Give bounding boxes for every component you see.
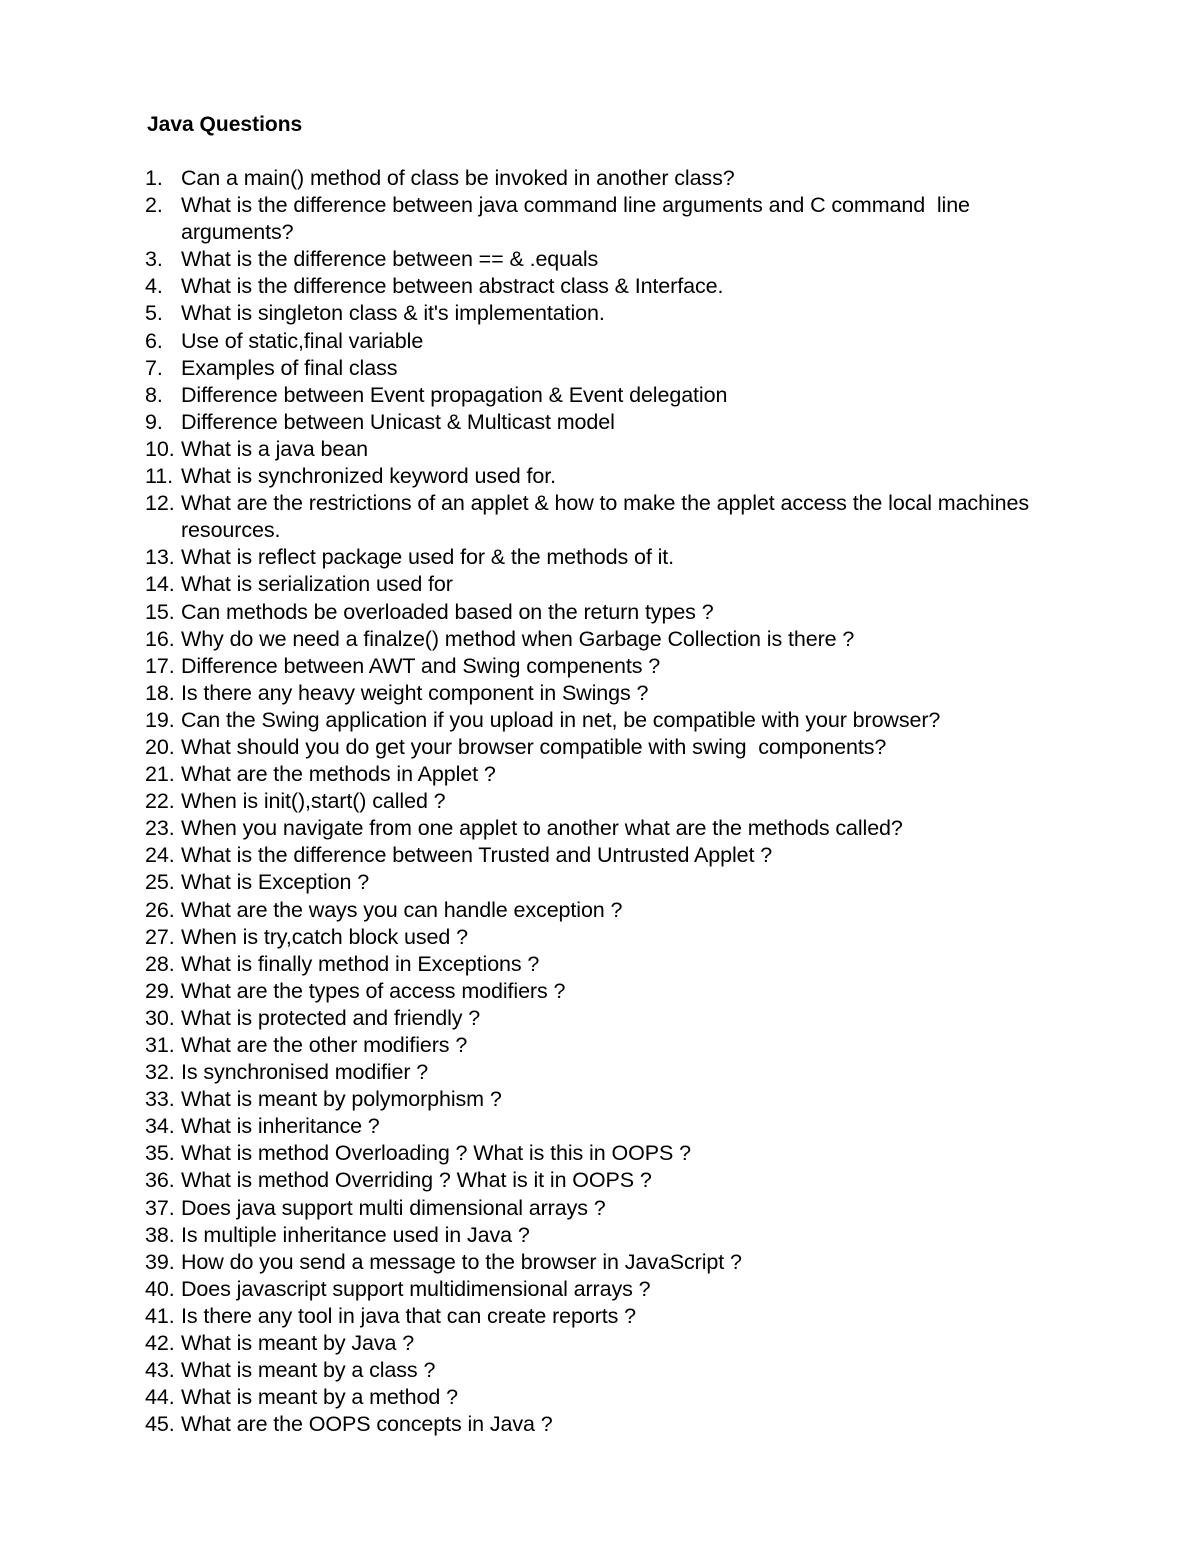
question-number: 43.	[145, 1358, 175, 1383]
question-text: What is inheritance ?	[181, 1114, 380, 1139]
document-title: Java Questions	[147, 113, 303, 136]
question-item	[145, 626, 1085, 653]
question-number: 35.	[145, 1141, 175, 1166]
question-text: What is synchronized keyword used for.	[181, 464, 557, 489]
question-item	[145, 897, 1085, 924]
question-number: 25.	[145, 870, 175, 895]
question-number: 22.	[145, 789, 175, 814]
question-number: 41.	[145, 1303, 175, 1328]
question-item	[145, 1195, 1085, 1222]
question-item	[145, 842, 1085, 869]
question-text: What is meant by a method ?	[181, 1385, 458, 1410]
question-text: What is a java bean	[181, 436, 368, 461]
question-number: 45.	[145, 1412, 175, 1437]
question-number: 37.	[145, 1195, 175, 1220]
question-number: 23.	[145, 816, 175, 841]
question-item	[145, 382, 1085, 409]
question-number: 40.	[145, 1276, 175, 1301]
question-number: 39.	[145, 1249, 175, 1274]
question-item	[145, 1411, 1085, 1438]
question-list	[145, 165, 1085, 1438]
question-item	[145, 328, 1085, 355]
question-number: 33.	[145, 1087, 175, 1112]
question-number: 11.	[145, 464, 173, 489]
question-text: What are the other modifiers ?	[181, 1033, 468, 1057]
question-number: 19.	[145, 707, 175, 732]
question-text: What are the types of access modifiers ?	[181, 978, 566, 1003]
question-item	[145, 571, 1085, 598]
question-number: 18.	[145, 680, 175, 705]
question-item	[145, 1167, 1085, 1194]
question-text: Use of static,final variable	[181, 328, 424, 353]
question-number: 44.	[145, 1385, 175, 1410]
question-item	[145, 1113, 1085, 1140]
question-item	[145, 544, 1085, 571]
question-text: What is protected and friendly ?	[181, 1005, 481, 1030]
question-text: What is finally method in Exceptions ?	[181, 951, 540, 976]
question-text: What is meant by Java ?	[181, 1331, 415, 1356]
question-text: How do you send a message to the browser in JavaScript ?	[181, 1249, 742, 1274]
question-number: 8.	[145, 382, 163, 407]
question-number: 3.	[145, 247, 163, 272]
question-text: Examples of final class	[181, 355, 398, 380]
question-text: When is init(),start() called ?	[181, 789, 446, 814]
question-item	[145, 1249, 1085, 1276]
question-number: 10.	[145, 436, 175, 461]
question-item	[145, 1276, 1085, 1303]
question-text: What is reflect package used for & the methods of it.	[181, 545, 675, 570]
question-number: 14.	[145, 572, 175, 597]
question-number: 6.	[145, 328, 163, 353]
question-number: 16.	[145, 626, 175, 651]
question-item	[145, 599, 1085, 626]
question-text: Does java support multi dimensional arrays ?	[181, 1195, 606, 1220]
question-item	[145, 951, 1085, 978]
question-text: What is the difference between Trusted and Untrusted Applet ?	[181, 843, 773, 868]
question-number: 15.	[145, 599, 175, 624]
question-text: What should you do get your browser compatible with swing components?	[181, 734, 887, 759]
question-item	[145, 1384, 1085, 1411]
question-item	[145, 707, 1085, 734]
question-item	[145, 1303, 1085, 1330]
question-number: 20.	[145, 734, 175, 759]
question-text: When you navigate from one applet to another what are the methods called?	[181, 816, 903, 841]
question-text: What is meant by a class ?	[181, 1358, 436, 1383]
question-item	[145, 869, 1085, 896]
question-number: 42.	[145, 1331, 175, 1356]
question-text: What is meant by polymorphism ?	[181, 1087, 502, 1112]
question-item	[145, 653, 1085, 680]
question-item	[145, 436, 1085, 463]
question-text: What is the difference between abstract class & Interface.	[181, 274, 724, 299]
question-item	[145, 924, 1085, 951]
question-item	[145, 734, 1085, 761]
question-item	[145, 1032, 1085, 1059]
question-number: 29.	[145, 978, 175, 1003]
question-text: Can a main() method of class be invoked in another class?	[181, 166, 735, 190]
question-number: 34.	[145, 1114, 175, 1139]
question-number: 36.	[145, 1168, 175, 1193]
question-item	[145, 490, 1085, 544]
question-text: Why do we need a finalze() method when Garbage Collection is there ?	[181, 626, 855, 651]
question-text: What is method Overriding ? What is it in OOPS ?	[181, 1168, 652, 1193]
question-number: 7.	[145, 355, 163, 380]
question-number: 32.	[145, 1060, 175, 1085]
question-item	[145, 1357, 1085, 1384]
question-item	[145, 355, 1085, 382]
question-item	[145, 1086, 1085, 1113]
question-item	[145, 1140, 1085, 1167]
question-item	[145, 815, 1085, 842]
question-number: 31.	[145, 1033, 175, 1057]
question-number: 38.	[145, 1222, 175, 1247]
question-text: Is multiple inheritance used in Java ?	[181, 1222, 530, 1247]
question-number: 5.	[145, 301, 163, 326]
question-item	[145, 788, 1085, 815]
question-item	[145, 246, 1085, 273]
question-item	[145, 978, 1085, 1005]
question-text: Is there any tool in java that can create reports ?	[181, 1303, 637, 1328]
question-number: 4.	[145, 274, 163, 299]
question-number: 17.	[145, 653, 175, 678]
question-text: What is the difference between java command line arguments and C command line arguments?	[181, 193, 976, 245]
question-text: What is singleton class & it's implementation.	[181, 301, 605, 326]
question-text: What are the methods in Applet ?	[181, 762, 496, 787]
question-number: 2.	[145, 193, 163, 218]
question-item	[145, 1005, 1085, 1032]
question-number: 24.	[145, 843, 175, 868]
question-text: Can the Swing application if you upload in net, be compatible with your browser?	[181, 707, 941, 732]
question-number: 21.	[145, 762, 175, 787]
question-item	[145, 165, 1085, 192]
question-text: When is try,catch block used ?	[181, 924, 468, 949]
question-text: Difference between Event propagation & Event delegation	[181, 382, 728, 407]
question-text: What is the difference between == & .equals	[181, 247, 599, 272]
question-text: Is synchronised modifier ?	[181, 1060, 429, 1085]
question-number: 26.	[145, 897, 175, 922]
question-item	[145, 463, 1085, 490]
question-text: Difference between AWT and Swing compenents ?	[181, 653, 661, 678]
question-item	[145, 1059, 1085, 1086]
question-item	[145, 273, 1085, 300]
question-item	[145, 409, 1085, 436]
question-text: Difference between Unicast & Multicast model	[181, 409, 615, 434]
question-item	[145, 1330, 1085, 1357]
question-text: Can methods be overloaded based on the return types ?	[181, 599, 714, 624]
question-text: What are the OOPS concepts in Java ?	[181, 1412, 553, 1437]
question-number: 28.	[145, 951, 175, 976]
question-item	[145, 300, 1085, 327]
question-number: 1.	[145, 166, 163, 190]
question-number: 30.	[145, 1005, 175, 1030]
question-item	[145, 1222, 1085, 1249]
question-item	[145, 761, 1085, 788]
question-number: 13.	[145, 545, 175, 570]
question-number: 9.	[145, 409, 163, 434]
question-item	[145, 680, 1085, 707]
question-text: What are the ways you can handle exception ?	[181, 897, 623, 922]
question-text: Does javascript support multidimensional arrays ?	[181, 1276, 651, 1301]
question-text: What is serialization used for	[181, 572, 453, 597]
question-number: 27.	[145, 924, 175, 949]
question-text: What are the restrictions of an applet & how to make the applet access the local machines resources.	[181, 491, 1035, 543]
question-text: Is there any heavy weight component in Swings ?	[181, 680, 649, 705]
question-text: What is Exception ?	[181, 870, 370, 895]
question-number: 12.	[145, 491, 175, 516]
question-item	[145, 192, 1085, 246]
question-text: What is method Overloading ? What is this in OOPS ?	[181, 1141, 691, 1166]
